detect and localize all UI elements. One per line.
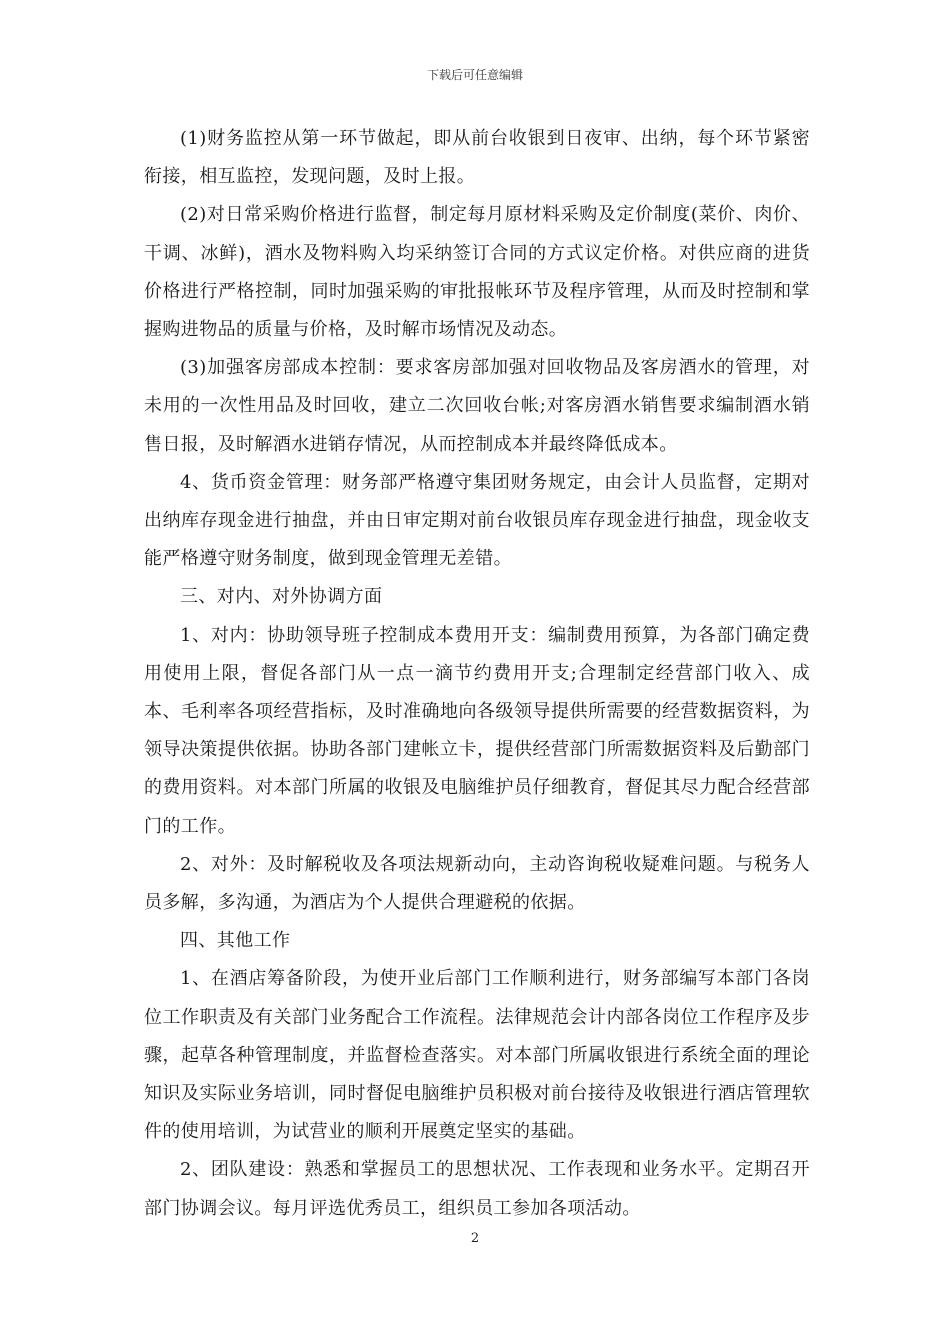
page-header: 下载后可任意编辑 bbox=[426, 68, 523, 82]
paragraph: 1、在酒店筹备阶段，为使开业后部门工作顺利进行，财务部编写本部门各岗位工作职责及有关部门业务配合工作流程。法律规范会计内部各岗位工作程序及步骤，起草各种管理制度，并监督检查落实。对本部门所属收银进行系统全面的理论知识及实际业务培训，同时督促电脑维护员积极对前台接待及收银进行酒店管理软件的使用培训，为试营业的顺利开展奠定坚实的基础。 bbox=[144, 968, 810, 1143]
paragraph: (2)对日常采购价格进行监督，制定每月原材料采购及定价制度(菜价、肉价、干调、冰鲜)，酒水及物料购入均采纳签订合同的方式议定价格。对供应商的进货价格进行严格控制，同时加强采购的审批报帐环节及程序管理，从而及时控制和掌握购进物品的质量与价格，及时解市场情况及动态。 bbox=[144, 204, 810, 341]
page-number: 2 bbox=[470, 1231, 480, 1246]
paragraph: 2、团队建设：熟悉和掌握员工的思想状况、工作表现和业务水平。定期召开部门协调会议。每月评选优秀员工，组织员工参加各项活动。 bbox=[144, 1159, 810, 1219]
document-body bbox=[144, 120, 810, 1228]
paragraph: (3)加强客房部成本控制：要求客房部加强对回收物品及客房酒水的管理，对未用的一次性用品及时回收，建立二次回收台帐;对客房酒水销售要求编制酒水销售日报，及时解酒水进销存情况，从而控制成本并最终降低成本。 bbox=[144, 357, 810, 455]
paragraph: 2、对外：及时解税收及各项法规新动向，主动咨询税收疑难问题。与税务人员多解，多沟通，为酒店为个人提供合理避税的依据。 bbox=[144, 853, 810, 914]
paragraph: 4、货币资金管理：财务部严格遵守集团财务规定，由会计人员监督，定期对出纳库存现金进行抽盘，并由日审定期对前台收银员库存现金进行抽盘，现金收支能严格遵守财务制度，做到现金管理无差错。 bbox=[144, 471, 810, 570]
section-heading: 四、其他工作 bbox=[180, 930, 291, 952]
paragraph: (1)财务监控从第一环节做起，即从前台收银到日夜审、出纳，每个环节紧密衔接，相互监控，发现问题，及时上报。 bbox=[144, 128, 810, 188]
section-heading: 三、对内、对外协调方面 bbox=[180, 586, 383, 608]
paragraph: 1、对内：协助领导班子控制成本费用开支：编制费用预算，为各部门确定费用使用上限，督促各部门从一点一滴节约费用开支;合理制定经营部门收入、成本、毛利率各项经营指标，及时准确地向各级领导提供所需要的经营数据资料，为领导决策提供依据。协助各部门建帐立卡，提供经营部门所需数据资料及后勤部门的费用资料。对本部门所属的收银及电脑维护员仔细教育，督促其尽力配合经营部门的工作。 bbox=[144, 624, 810, 837]
